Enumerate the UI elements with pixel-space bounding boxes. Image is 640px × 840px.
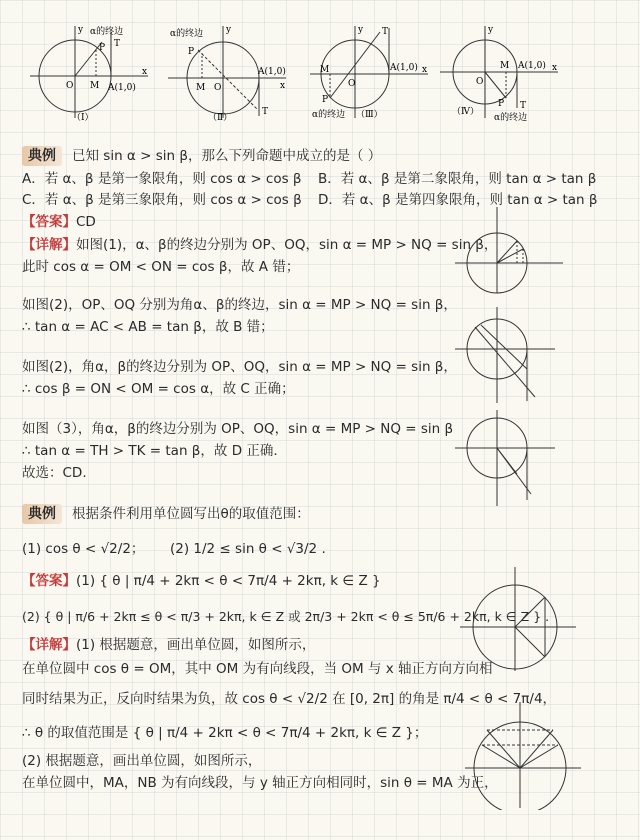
fig3-angle: α的终边 bbox=[312, 110, 346, 120]
fig4-a: A(1,0) bbox=[518, 61, 546, 71]
answer-label: 【答案】 bbox=[22, 214, 76, 230]
fig3-caption: （Ⅲ） bbox=[356, 110, 383, 120]
fig2-angle: α的终边 bbox=[170, 29, 204, 39]
example2-figure-1 bbox=[460, 565, 580, 675]
fig3-x: x bbox=[422, 65, 428, 75]
example1-detail-2a: 如图(2)，OP、OQ 分别为角α、β的终边，sin α = MP > NQ = sin β， bbox=[22, 297, 457, 313]
example2-q2: (2) 1/2 ≤ sin θ < √3/2 . bbox=[170, 541, 326, 557]
fig4-angle: α的终边 bbox=[494, 113, 528, 122]
example2-detail-6: 在单位圆中，MA，NB 为有向线段，与 y 轴正方向相同时，sin θ = MA 为正， bbox=[22, 775, 498, 791]
fig1-y: y bbox=[78, 25, 84, 35]
fig3-o: O bbox=[348, 79, 356, 89]
example1-detail-3a: 如图(2)，角α，β的终边分别为 OP、OQ，sin α = MP > NQ = sin β， bbox=[22, 359, 457, 375]
example1-detail-3b: ∴ cos β = ON < OM = cos α，故 C 正确； bbox=[22, 381, 295, 397]
fig4-m: M bbox=[500, 61, 510, 71]
example2-tag: 典例 bbox=[22, 504, 62, 524]
top-figure-3 bbox=[310, 22, 440, 122]
fig3-y: y bbox=[358, 25, 364, 35]
top-figure-2 bbox=[168, 22, 298, 122]
fig4-caption: （Ⅳ） bbox=[452, 107, 479, 117]
example2-figure-2 bbox=[465, 700, 585, 810]
example2-q1: (1) cos θ < √2/2； bbox=[22, 541, 145, 557]
example1-detail-4a: 如图（3），角α，β的终边分别为 OP、OQ，sin α = MP > NQ = sin β bbox=[22, 421, 454, 437]
top-figure-4 bbox=[440, 22, 570, 122]
fig2-o: O bbox=[214, 83, 222, 93]
fig2-caption: （Ⅱ） bbox=[208, 113, 233, 122]
example2-question: 根据条件利用单位圆写出θ的取值范围： bbox=[72, 506, 310, 522]
example1-detail-5: 故选：CD. bbox=[22, 465, 87, 481]
fig2-t: T bbox=[262, 107, 269, 117]
example1-option-c: C．若 α、β 是第三象限角，则 cos α > cos β bbox=[22, 192, 302, 208]
fig4-y: y bbox=[488, 25, 494, 35]
example1-tag: 典例 bbox=[22, 146, 62, 166]
detail-label-2: 【详解】 bbox=[22, 637, 76, 653]
example2-answer-1 bbox=[22, 572, 381, 590]
fig4-t: T bbox=[520, 101, 527, 111]
fig3-t: T bbox=[382, 27, 389, 37]
fig2-a: A(1,0) bbox=[258, 67, 286, 77]
example1-figure-2 bbox=[455, 305, 565, 405]
example1-option-b: B．若 α、β 是第二象限角，则 tan α > tan β bbox=[318, 171, 597, 187]
fig1-p: P bbox=[99, 43, 106, 53]
fig3-a: A(1,0) bbox=[390, 63, 418, 73]
answer-value: CD bbox=[76, 214, 96, 230]
fig1-x: x bbox=[142, 67, 148, 77]
fig2-y: y bbox=[226, 25, 232, 35]
fig3-p: P bbox=[322, 95, 329, 105]
fig2-x: x bbox=[280, 81, 286, 91]
top-figure-1 bbox=[30, 22, 160, 122]
example1-figure-3 bbox=[455, 408, 565, 508]
example2-detail-2: 在单位圆中 cos θ = OM，其中 OM 为有向线段，当 OM 与 x 轴正方向方向相 bbox=[22, 661, 493, 677]
example1-detail-2b: ∴ tan α = AC < AB = tan β，故 B 错； bbox=[22, 319, 274, 335]
example1-option-d: D．若 α、β 是第四象限角，则 tan α > tan β bbox=[318, 192, 598, 208]
fig3-m: M bbox=[320, 65, 330, 75]
example1-detail-1a bbox=[22, 236, 497, 254]
example1-detail-4b: ∴ tan α = TH > TK = tan β，故 D 正确. bbox=[22, 443, 278, 459]
example1-detail-1b: 此时 cos α = OM < ON = cos β，故 A 错； bbox=[22, 259, 300, 275]
fig2-p: P bbox=[188, 47, 195, 57]
example1-answer bbox=[22, 213, 96, 231]
fig1-o: O bbox=[66, 81, 74, 91]
example1-option-a: A．若 α、β 是第一象限角，则 cos α > cos β bbox=[22, 171, 302, 187]
detail-text: 如图(1)，α、β的终边分别为 OP、OQ，sin α = MP > NQ = sin β， bbox=[76, 237, 498, 253]
example2-answer-2: (2) { θ | π/6 + 2kπ ≤ θ < π/3 + 2kπ, k ∈ Z 或 2π/3 + 2kπ < θ ≤ 5π/6 + 2kπ, k ∈ Z } . bbox=[22, 609, 550, 624]
fig4-x: x bbox=[552, 63, 558, 73]
fig4-o: O bbox=[476, 77, 484, 87]
example1-figure-1 bbox=[455, 205, 565, 295]
fig4-p: P bbox=[498, 99, 505, 109]
detail-s1: (1) 根据题意，画出单位圆，如图所示， bbox=[76, 637, 316, 653]
detail-label: 【详解】 bbox=[22, 237, 76, 253]
example2-detail-3: 同时结果为正，反向时结果为负，故 cos θ < √2/2 在 [0, 2π] 的角是 π/4 < θ < 7π/4， bbox=[22, 691, 557, 707]
fig1-m: M bbox=[90, 81, 100, 91]
answer-label-2: 【答案】 bbox=[22, 573, 76, 589]
fig2-m: M bbox=[196, 83, 206, 93]
fig1-angle: α的终边 bbox=[90, 27, 124, 37]
answer-1: (1) { θ | π/4 + 2kπ < θ < 7π/4 + 2kπ, k ∈ Z } bbox=[76, 573, 381, 589]
example2-detail-5: (2) 根据题意，画出单位圆，如图所示， bbox=[22, 753, 262, 769]
example2-detail-4: ∴ θ 的取值范围是 { θ | π/4 + 2kπ < θ < 7π/4 + 2kπ, k ∈ Z }； bbox=[22, 725, 428, 741]
example2-detail-1 bbox=[22, 636, 315, 654]
fig1-a: A(1,0) bbox=[108, 83, 136, 93]
fig1-t: T bbox=[114, 39, 121, 49]
fig1-caption: （Ⅰ） bbox=[72, 113, 94, 122]
example1-question: 已知 sin α > sin β，那么下列命题中成立的是（ ） bbox=[72, 148, 382, 164]
